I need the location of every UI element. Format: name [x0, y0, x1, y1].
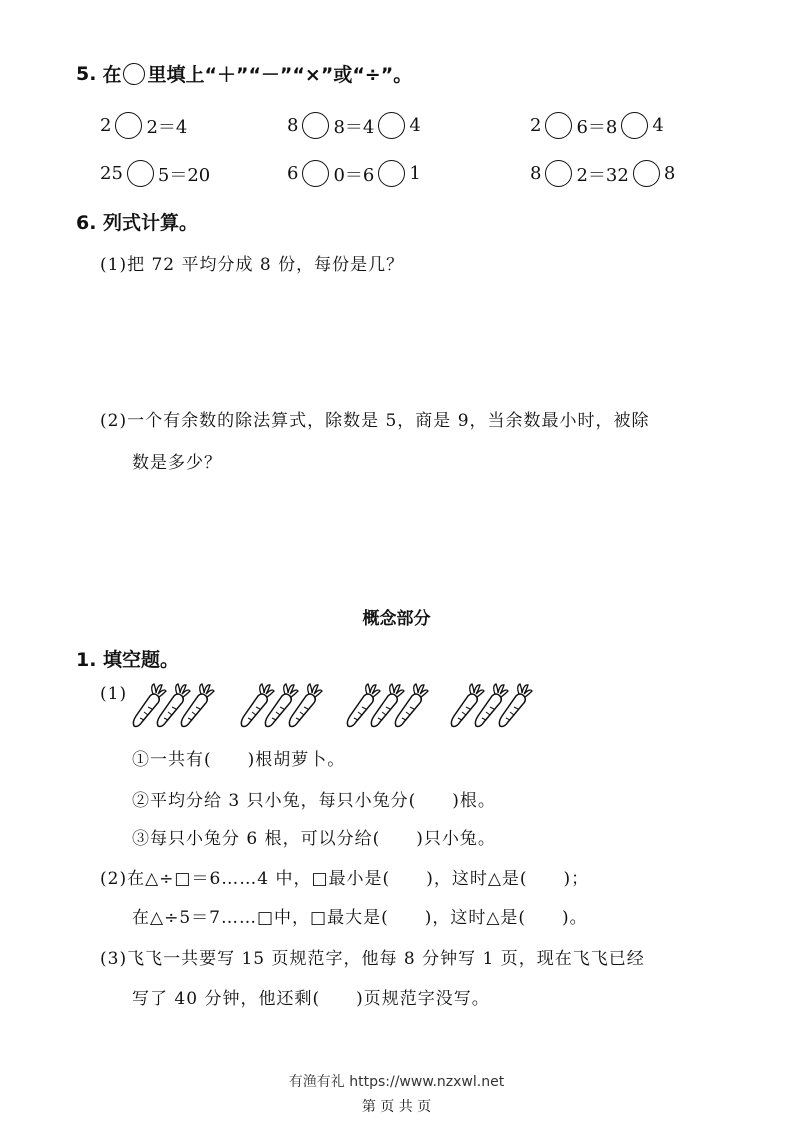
equation-5 — [287, 160, 421, 187]
operand: 2 — [100, 115, 112, 136]
concept-q3-line2: 写了 40 分钟，他还剩( )页规范字没写。 — [132, 989, 490, 1009]
carrot-icon — [347, 684, 380, 727]
equation-6 — [530, 160, 675, 187]
answer-circle[interactable] — [633, 160, 660, 187]
concept-q2-line2: 在△÷5＝7……□中，□最大是( )，这时△是( )。 — [132, 908, 588, 928]
operand: 0＝6 — [333, 164, 375, 186]
q6-part2-line2: 数是多少？ — [132, 453, 222, 473]
carrots-illustration — [130, 680, 550, 730]
equation-3 — [530, 112, 664, 139]
answer-circle[interactable] — [127, 160, 154, 187]
carrot-part-label: (1) — [100, 684, 128, 704]
carrot-group-1 — [133, 684, 214, 727]
operand: 5＝20 — [157, 164, 211, 186]
carrot-icon — [451, 684, 484, 727]
answer-circle[interactable] — [378, 160, 405, 187]
carrot-q-c: ③每只小兔分 6 根，可以分给( )只小兔。 — [132, 829, 496, 849]
blank-circle-icon — [123, 63, 145, 85]
operand: 6 — [287, 163, 299, 184]
answer-circle[interactable] — [302, 160, 329, 187]
carrot-group-3 — [347, 684, 428, 727]
q5-title-post: 里填上“＋”“－”“×”或“÷”。 — [147, 64, 413, 86]
q6-title: 6. 列式计算。 — [76, 212, 199, 234]
q6-part2-line1: (2)一个有余数的除法算式，除数是 5，商是 9，当余数最小时，被除 — [100, 411, 650, 431]
carrot-icon — [241, 684, 274, 727]
concept-q2-line1: (2)在△÷□＝6……4 中，□最小是( )，这时△是( )； — [100, 869, 590, 889]
carrot-group-4 — [451, 684, 532, 727]
equation-2 — [287, 112, 421, 139]
operand: 25 — [100, 163, 123, 184]
equation-1 — [100, 112, 187, 139]
operand: 4 — [409, 115, 421, 136]
answer-circle[interactable] — [621, 112, 648, 139]
page-number: 第 页 共 页 — [361, 1099, 432, 1115]
operand: 2＝32 — [576, 164, 629, 186]
answer-circle[interactable] — [302, 112, 329, 139]
carrot-group-2 — [241, 684, 322, 727]
operand: 6＝8 — [576, 116, 618, 138]
q6-part1: (1)把 72 平均分成 8 份，每份是几？ — [100, 255, 405, 275]
equation-4 — [100, 160, 210, 187]
answer-circle[interactable] — [545, 160, 572, 187]
operand: 8 — [287, 115, 299, 136]
operand: 4 — [652, 115, 664, 136]
answer-circle[interactable] — [545, 112, 572, 139]
carrot-icon — [133, 684, 166, 727]
carrot-q-a: ①一共有( )根胡萝卜。 — [132, 750, 346, 770]
operand: 2 — [530, 115, 542, 136]
section-title: 概念部分 — [362, 609, 431, 629]
q5-title-pre: 在 — [102, 64, 122, 86]
q5-title — [76, 60, 412, 87]
watermark: 有渔有礼 https://www.nzxwl.net — [288, 1074, 505, 1090]
operand: 8 — [530, 163, 542, 184]
q5-number: 5. — [76, 62, 97, 85]
answer-circle[interactable] — [115, 112, 142, 139]
carrot-q-b: ②平均分给 3 只小兔，每只小兔分( )根。 — [132, 791, 496, 811]
operand: 2＝4 — [146, 116, 188, 138]
answer-circle[interactable] — [378, 112, 405, 139]
concept-q1-title: 1. 填空题。 — [76, 649, 180, 671]
operand: 1 — [409, 163, 421, 184]
concept-q3-line1: (3)飞飞一共要写 15 页规范字，他每 8 分钟写 1 页，现在飞飞已经 — [100, 949, 645, 969]
operand: 8 — [663, 163, 676, 184]
operand: 8＝4 — [333, 116, 375, 138]
